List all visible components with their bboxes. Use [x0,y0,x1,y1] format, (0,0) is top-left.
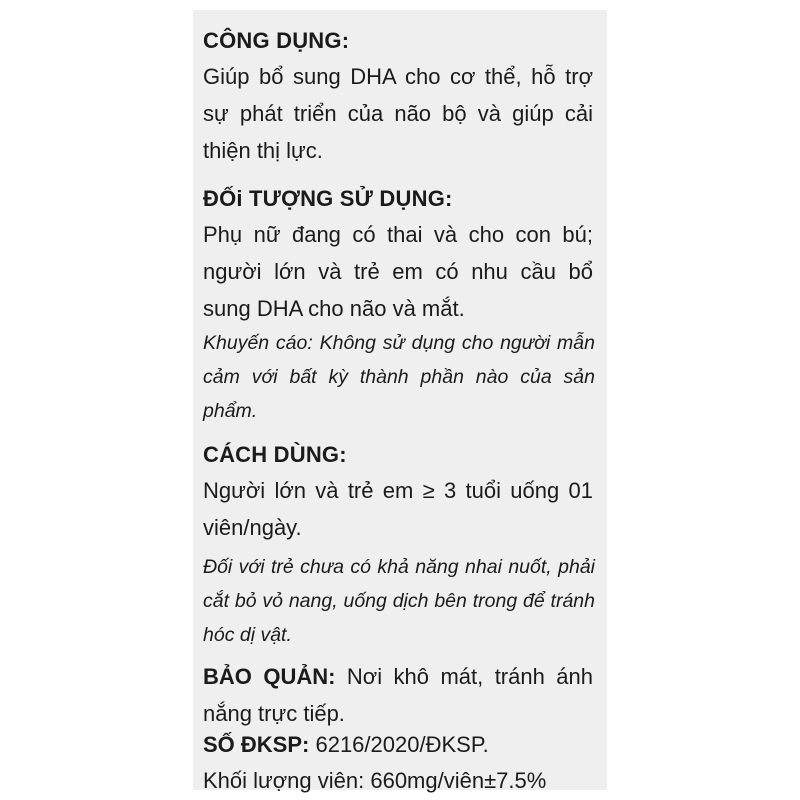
weight-line: Khối lượng viên: 660mg/viên±7.5% [203,768,547,793]
warning-note: Khuyến cáo: Không sử dụng cho người mẫn cảm với bất kỳ thành phần nào của sản phẩm. [203,332,595,422]
directions-text: Người lớn và trẻ em ≥ 3 tuổi uống 01 viên/ngày. [203,478,593,540]
registration-label: SỐ ĐKSP: [203,732,310,757]
target-heading: ĐỐi TƯỢNG SỬ DỤNG: [203,186,453,211]
target-text: Phụ nữ đang có thai và cho con bú; người lớn và trẻ em có nhu cầu bổ sung DHA cho não và mắt. [203,222,593,321]
uses-text: Giúp bổ sung DHA cho cơ thể, hỗ trợ sự phát triển của não bộ và giúp cải thiện thị lực. [203,64,593,163]
storage-value: Nơi khô mát, tránh ánh nắng trực tiếp. [203,664,593,726]
storage-label: BẢO QUẢN: [203,664,336,689]
storage-line [203,658,593,732]
directions-heading: CÁCH DÙNG: [203,442,347,467]
uses-heading: CÔNG DỤNG: [203,28,350,53]
registration-value: 6216/2020/ĐKSP. [309,732,489,757]
directions-note: Đối với trẻ chưa có khả năng nhai nuốt, phải cắt bỏ vỏ nang, uống dịch bên trong để tránh hóc dị vật. [203,556,595,646]
product-info-panel [193,10,607,793]
registration-line [203,732,489,758]
